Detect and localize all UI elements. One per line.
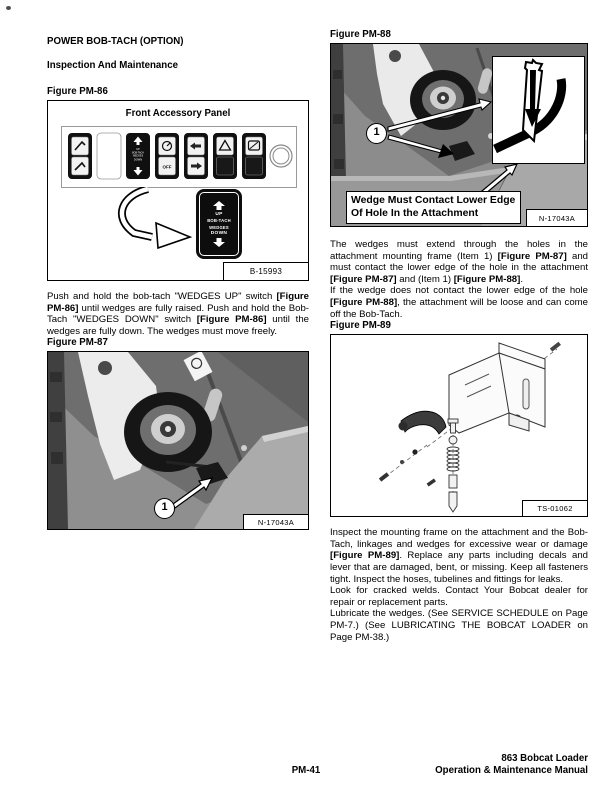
round-button-icon xyxy=(270,145,292,167)
document-title-line1: 863 Bobcat Loader xyxy=(501,753,588,764)
section-subheading: Inspection And Maintenance xyxy=(47,60,178,71)
left-column xyxy=(47,36,309,530)
svg-text:UP: UP xyxy=(136,148,140,151)
page-number: PM-41 xyxy=(291,765,321,776)
figure-pm-86-ref: B-15993 xyxy=(223,262,308,280)
wedge-note-text: Wedge Must Contact Lower Edge Of Hole In the Attachment xyxy=(346,191,521,224)
paragraph-wedges-extend: The wedges must extend through the holes in the attachment mounting frame (Item 1) [Figure PM-87] and must contact the lower edge of the hole in the attachment [Figure PM-87] and (Item 1) [Figure PM-88]. xyxy=(330,239,588,285)
bracket-assembly-icon xyxy=(449,343,545,433)
figure-pm-88 xyxy=(330,43,588,227)
svg-text:WEDGES: WEDGES xyxy=(132,155,144,158)
paragraph-inspect: Inspect the mounting frame on the attachment and the Bob-Tach, linkages and wedges for excessive wear or damage [Figure PM-89]. Replace any parts including decals and lever that are damaged, bent, or missing. Keep all fasteners tight. Inspect the hoses, tubelines and fittings for leaks. xyxy=(330,527,588,585)
section-heading: POWER BOB-TACH (OPTION) xyxy=(47,36,184,47)
figure-pm-88-label: Figure PM-88 xyxy=(330,29,391,40)
bobtach-wedges-switch-enlarged xyxy=(196,189,242,259)
screw-icon xyxy=(427,479,436,487)
figure-pm-87-label: Figure PM-87 xyxy=(47,337,108,349)
svg-text:OFF: OFF xyxy=(162,164,172,170)
switch-panel-graphic xyxy=(62,127,294,185)
callout-1: 1 xyxy=(154,498,175,519)
paragraph-welds: Look for cracked welds. Contact Your Bobcat dealer for repair or replacement parts. xyxy=(330,585,588,608)
bobtach-wedges-switch-icon xyxy=(126,133,150,179)
washer-icon xyxy=(400,460,404,464)
svg-text:DOWN: DOWN xyxy=(133,158,143,162)
figure-pm-86-label: Figure PM-86 xyxy=(47,86,108,97)
curved-arrow-icon xyxy=(104,187,208,249)
svg-text:BOB-TACH: BOB-TACH xyxy=(132,152,144,155)
lights-switch-icon xyxy=(242,133,266,179)
exploded-diagram-graphic xyxy=(331,335,587,516)
wedge-photo-graphic xyxy=(48,352,308,529)
figure-pm-89-label: Figure PM-89 xyxy=(330,320,391,332)
off-switch-icon xyxy=(155,133,179,179)
bolt-icon xyxy=(412,450,417,455)
up-arrow-icon xyxy=(213,201,225,210)
paragraph-wedges-switch: Push and hold the bob-tach "WEDGES UP" switch [Figure PM-86] until wedges are fully raised. Push and hold the Bob-Tach "WEDGES DOWN" switch [Figure PM-86] until the wedges are fully down. The wedges must move freely. xyxy=(47,291,309,337)
big-switch-name-line2: WEDGES xyxy=(209,224,229,230)
screw-icon xyxy=(379,473,389,482)
big-switch-name-line1: BOB-TACH xyxy=(207,218,231,224)
document-title xyxy=(435,753,588,776)
direction-arrows-switch-icon xyxy=(184,133,208,179)
figure-pm-86 xyxy=(47,100,309,281)
scan-artifact xyxy=(6,6,11,10)
wedge-detail-inset xyxy=(492,56,585,164)
figure-pm-87-ref: N-17043A xyxy=(243,514,308,529)
paragraph-lubricate: Lubricate the wedges. (See SERVICE SCHEDULE on Page PM-7.) (See LUBRICATING THE BOBCAT LOADER on Page PM-38.) xyxy=(330,608,588,643)
down-arrow-icon xyxy=(213,238,225,247)
lever-icon xyxy=(399,411,447,434)
big-switch-up-label: UP xyxy=(215,211,223,217)
hazard-switch-icon xyxy=(213,133,237,179)
callout-1: 1 xyxy=(366,123,387,144)
paragraph-wedge-loose: If the wedge does not contact the lower edge of the hole [Figure PM-88], the attachment will be loose and can come off the Bob-Tach. xyxy=(330,285,588,320)
document-title-line2: Operation & Maintenance Manual xyxy=(435,764,588,776)
right-column xyxy=(330,29,588,643)
wedge-detail-graphic xyxy=(493,57,584,163)
figure-pm-89 xyxy=(330,334,588,517)
aux-hydraulics-switch-icon xyxy=(68,133,92,179)
figure-pm-88-ref: N-17043A xyxy=(526,209,587,226)
blank-switch-icon xyxy=(97,133,121,179)
big-switch-down-label: DOWN xyxy=(210,231,228,237)
figure-pm-89-ref: TS-01062 xyxy=(522,500,587,516)
figure-pm-86-title: Front Accessory Panel xyxy=(125,108,231,119)
accessory-panel-drawing xyxy=(61,126,297,188)
figure-pm-87 xyxy=(47,351,309,530)
screw-icon xyxy=(550,342,561,352)
